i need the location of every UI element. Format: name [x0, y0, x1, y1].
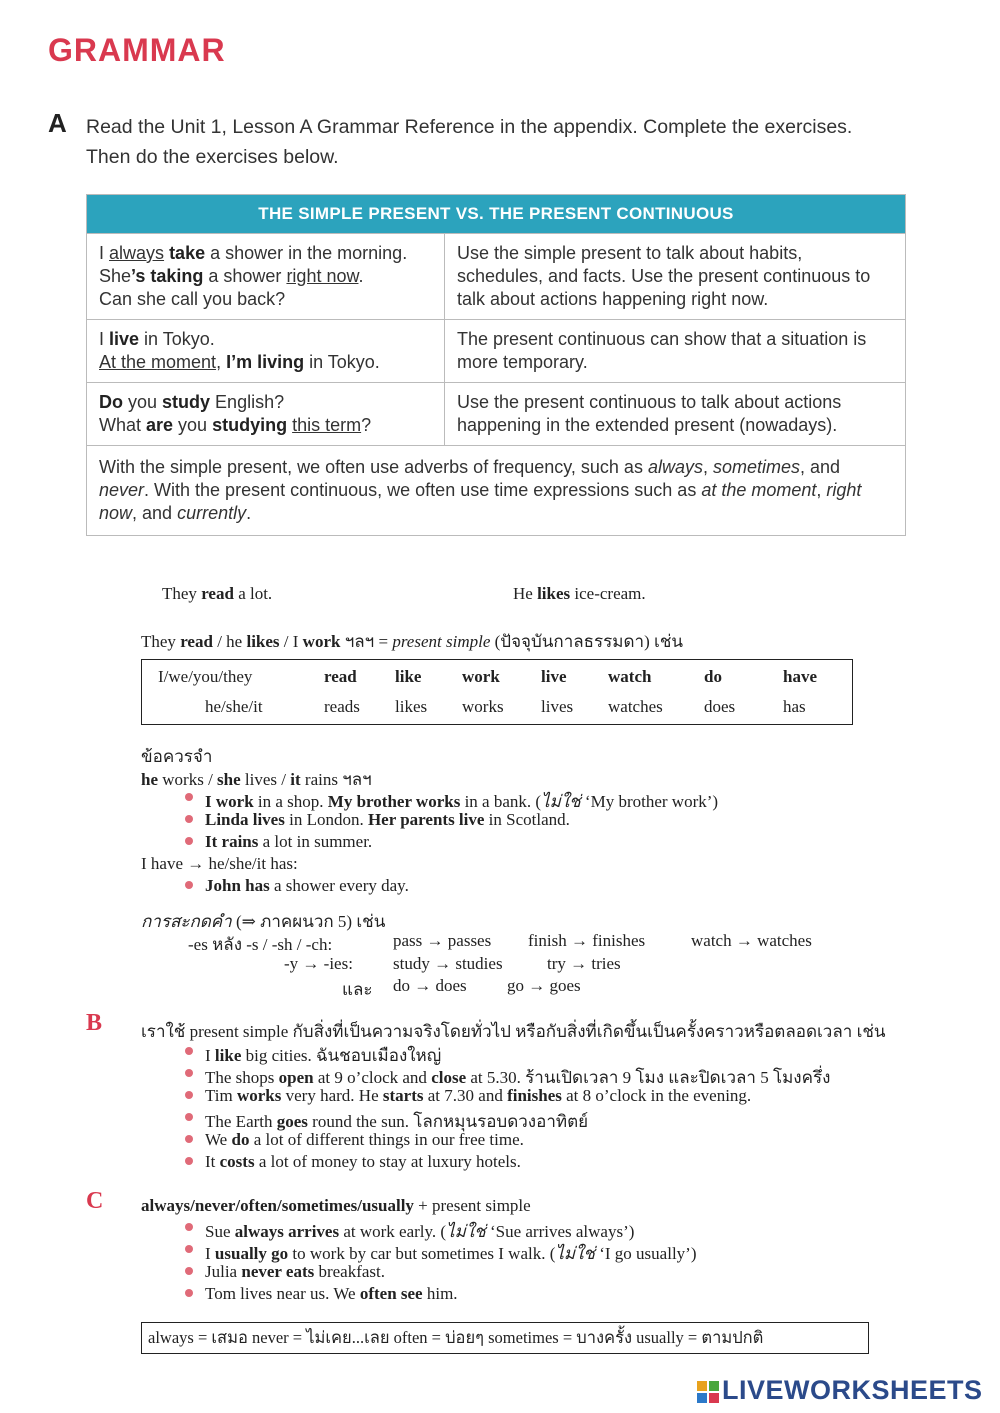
verb-cell: works	[462, 697, 504, 716]
table-cell-rule: Use the present continuous to talk about actions happening in the extended present (nowadays).	[457, 392, 842, 435]
section-c-letter: C	[86, 1188, 104, 1214]
list-item: Linda lives in London. Her parents live in Scotland.	[205, 810, 570, 829]
spelling-example: study → studies	[393, 954, 503, 973]
list-item: The shops open at 9 o’clock and close at 5.30. ร้านเปิดเวลา 9 โมง และปิดเวลา 5 โมงครึ่ง	[205, 1068, 831, 1087]
list-item: Sue always arrives at work early. (ไม่ใช่ ‘Sue arrives always’)	[205, 1222, 635, 1241]
watermark[interactable]: LIVEWORKSHEETS	[722, 1375, 983, 1405]
spelling-example: pass → passes	[393, 931, 492, 950]
reference-table	[86, 194, 906, 536]
example-he-likes: He likes ice-cream.	[513, 584, 646, 603]
list-item: I usually go to work by car but sometimes I walk. (ไม่ใช่ ‘I go usually’)	[205, 1244, 697, 1263]
list-item: It rains a lot in summer.	[205, 832, 373, 851]
section-c-intro: always/never/often/sometimes/usually + present simple	[141, 1196, 531, 1215]
spelling-es-rule: -es หลัง -s / -sh / -ch:	[188, 935, 333, 954]
verb-cell: like	[395, 667, 422, 686]
table-row	[87, 319, 905, 382]
spelling-example: finish → finishes	[528, 931, 646, 950]
have-line: I have → he/she/it has:	[141, 854, 298, 873]
bullet-icon	[185, 1223, 193, 1231]
form-line: They read / he likes / I work ฯลฯ = present simple (ปัจจุบันกาลธรรมดา) เช่น	[141, 632, 683, 651]
verb-cell: watches	[608, 697, 663, 716]
spelling-ies-rule: -y → -ies:	[284, 954, 353, 973]
section-b-letter: B	[86, 1010, 103, 1036]
bullet-icon	[185, 793, 193, 801]
spelling-example: go → goes	[507, 976, 581, 995]
list-item: Julia never eats breakfast.	[205, 1262, 386, 1281]
list-item: I like big cities. ฉันชอบเมืองใหญ่	[205, 1046, 442, 1065]
list-item: John has a shower every day.	[205, 876, 409, 895]
list-item: We do a lot of different things in our free time.	[205, 1130, 524, 1149]
verb-cell: read	[324, 667, 357, 686]
bullet-icon	[185, 1069, 193, 1077]
table-cell-example: I live in Tokyo. At the moment, I’m living in Tokyo.	[87, 320, 445, 382]
bullet-icon	[185, 1113, 193, 1121]
list-item: I work in a shop. My brother works in a bank. (ไม่ใช่ ‘My brother work’)	[205, 792, 719, 811]
table-cell-rule: The present continuous can show that a situation is more temporary.	[457, 329, 867, 372]
table-row	[87, 233, 905, 319]
remember-heading: ข้อควรจำ	[141, 747, 213, 766]
list-item: It costs a lot of money to stay at luxury hotels.	[205, 1152, 521, 1171]
bullet-icon	[185, 1289, 193, 1297]
bullet-icon	[185, 837, 193, 845]
table-cell-example: Do you study English? What are you studying this term?	[87, 383, 445, 445]
verb-cell: lives	[541, 697, 574, 716]
section-a-instruction: Read the Unit 1, Lesson A Grammar Reference in the appendix. Complete the exercises. Then do the exercises below.	[86, 116, 853, 168]
reference-table-header: THE SIMPLE PRESENT VS. THE PRESENT CONTINUOUS	[87, 195, 905, 233]
list-item: Tim works very hard. He starts at 7.30 and finishes at 8 o’clock in the evening.	[205, 1086, 752, 1105]
section-a-letter: A	[48, 108, 67, 138]
verb-cell: reads	[324, 697, 360, 716]
bullet-icon	[185, 1047, 193, 1055]
verb-table	[141, 659, 853, 725]
verb-cell: he/she/it	[205, 697, 263, 716]
verb-cell: live	[541, 667, 567, 686]
verb-cell: do	[704, 667, 722, 686]
verb-cell: likes	[395, 697, 428, 716]
table-row	[87, 445, 905, 535]
bullet-icon	[185, 1157, 193, 1165]
bullet-icon	[185, 1267, 193, 1275]
verb-cell: does	[704, 697, 736, 716]
vocabulary-box: always = เสมอ never = ไม่เคย...เลย often = บ่อยๆ sometimes = บางครั้ง usually = ตามปกติ	[141, 1322, 869, 1354]
table-cell-example: I always take a shower in the morning. She’s taking a shower right now. Can she call you back?	[87, 234, 445, 319]
table-row	[87, 382, 905, 445]
bullet-icon	[185, 1135, 193, 1143]
bullet-icon	[185, 881, 193, 889]
liveworksheets-logo-icon	[697, 1381, 719, 1403]
bullet-icon	[185, 1091, 193, 1099]
spelling-example: watch → watches	[691, 931, 812, 950]
verb-cell: watch	[608, 667, 652, 686]
spelling-example: try → tries	[547, 954, 621, 973]
example-they-read: They read a lot.	[162, 584, 273, 603]
table-note: With the simple present, we often use adverbs of frequency, such as always, sometimes, and never. With the present continuous, we often use time expressions such as at the moment, right now, and currently.	[99, 457, 862, 523]
verb-cell: have	[783, 667, 817, 686]
spelling-heading: การสะกดคำ (⇒ ภาคผนวก 5) เช่น	[141, 912, 386, 931]
spelling-and: และ	[342, 980, 373, 999]
page-title: GRAMMAR	[48, 32, 226, 68]
list-item: The Earth goes round the sun. โลกหมุนรอบดวงอาทิตย์	[205, 1112, 589, 1131]
table-cell-rule: Use the simple present to talk about habits, schedules, and facts. Use the present continuous to talk about actions happening right now.	[457, 243, 871, 309]
spelling-example: do → does	[393, 976, 467, 995]
list-item: Tom lives near us. We often see him.	[205, 1284, 458, 1303]
verb-cell: work	[462, 667, 500, 686]
section-b-intro: เราใช้ present simple กับสิ่งที่เป็นความจริงโดยทั่วไป หรือกับสิ่งที่เกิดขึ้นเป็นครั้งคราวหรือตลอดเวลา เช่น	[141, 1022, 886, 1041]
verb-cell: has	[783, 697, 806, 716]
remember-line: he works / she lives / it rains ฯลฯ	[141, 770, 372, 789]
bullet-icon	[185, 1245, 193, 1253]
verb-cell: I/we/you/they	[158, 667, 253, 686]
bullet-icon	[185, 815, 193, 823]
